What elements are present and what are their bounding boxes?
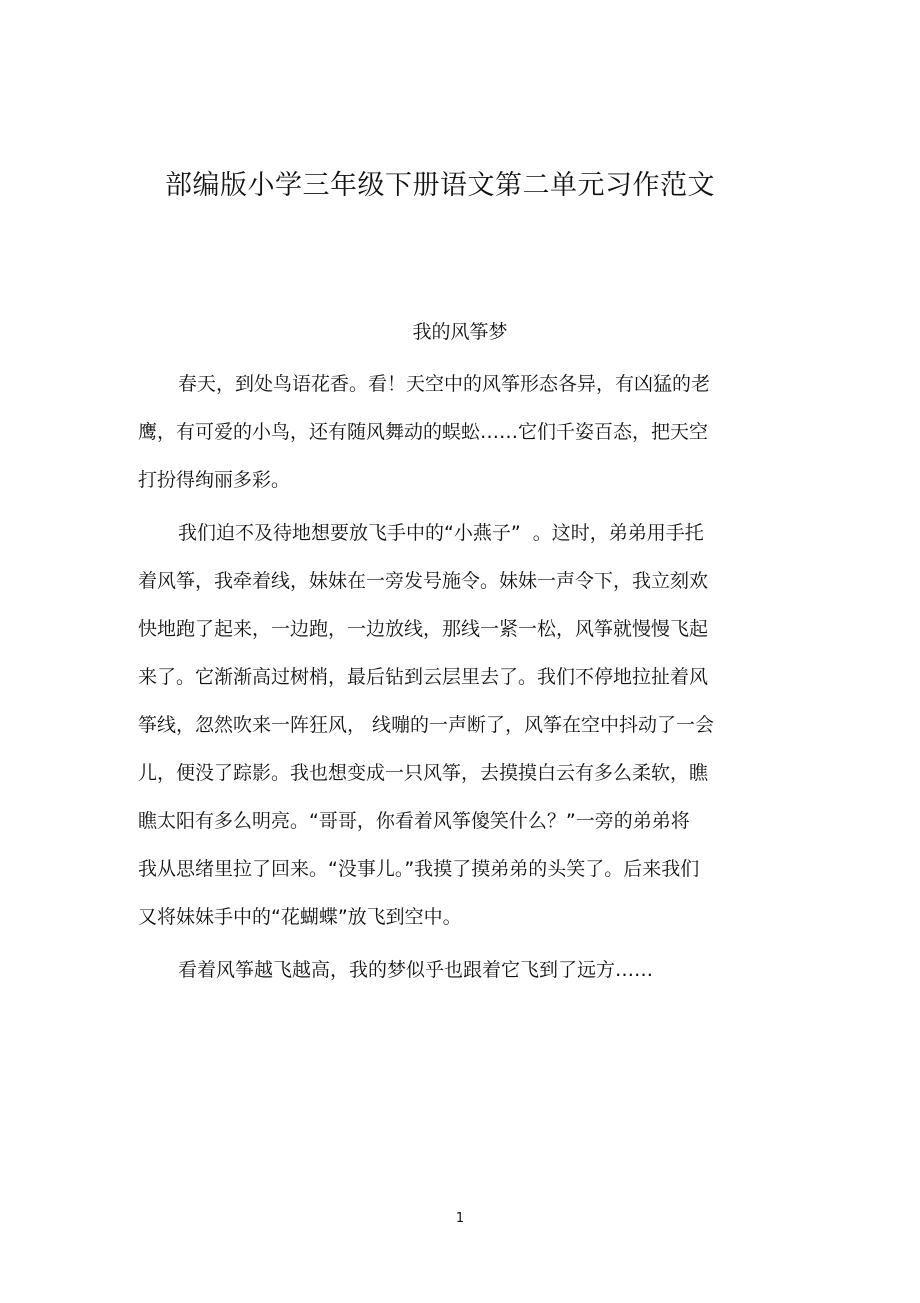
essay-title: 我的风筝梦 (412, 321, 508, 343)
page-number: 1 (455, 1211, 465, 1226)
text-line: 又将妹妹手中的“花蝴蝶”放飞到空中。 (138, 906, 462, 928)
text-line: 看着风筝越飞越高，我的梦似乎也跟着它飞到了远方…… (178, 959, 654, 981)
essay-body (138, 360, 778, 999)
text-line: 来了。它渐渐高过树梢，最后钻到云层里去了。我们不停地拉扯着风 (138, 666, 709, 688)
text-line: 春天，到处鸟语花香。看！天空中的风筝形态各异，有凶猛的老 (178, 373, 711, 395)
text-line: 筝线，忽然吹来一阵狂风， 线嘣的一声断了，风筝在空中抖动了一会 (138, 714, 715, 736)
text-line: 打扮得绚丽多彩。 (138, 469, 291, 491)
text-line: 儿，便没了踪影。我也想变成一只风筝，去摸摸白云有多么柔软，瞧 (138, 762, 709, 784)
paragraph (138, 946, 778, 994)
paragraph (138, 360, 778, 504)
paragraph (138, 509, 778, 941)
text-line: 快地跑了起来，一边跑，一边放线，那线一紧一松，风筝就慢慢飞起 (138, 618, 709, 640)
document-title: 部编版小学三年级下册语文第二单元习作范文 (165, 170, 715, 201)
text-line: 我们迫不及待地想要放飞手中的“小燕子” 。这时，弟弟用手托 (178, 522, 704, 544)
text-line: 瞧太阳有多么明亮。“哥哥，你看着风筝傻笑什么？”一旁的弟弟将 (138, 810, 690, 832)
text-line: 鹰，有可爱的小鸟，还有随风舞动的蜈蚣……它们千姿百态，把天空 (138, 421, 709, 443)
text-line: 着风筝，我牵着线，妹妹在一旁发号施令。妹妹一声令下，我立刻欢 (138, 570, 709, 592)
text-line: 我从思绪里拉了回来。“没事儿。”我摸了摸弟弟的头笑了。后来我们 (138, 858, 700, 880)
